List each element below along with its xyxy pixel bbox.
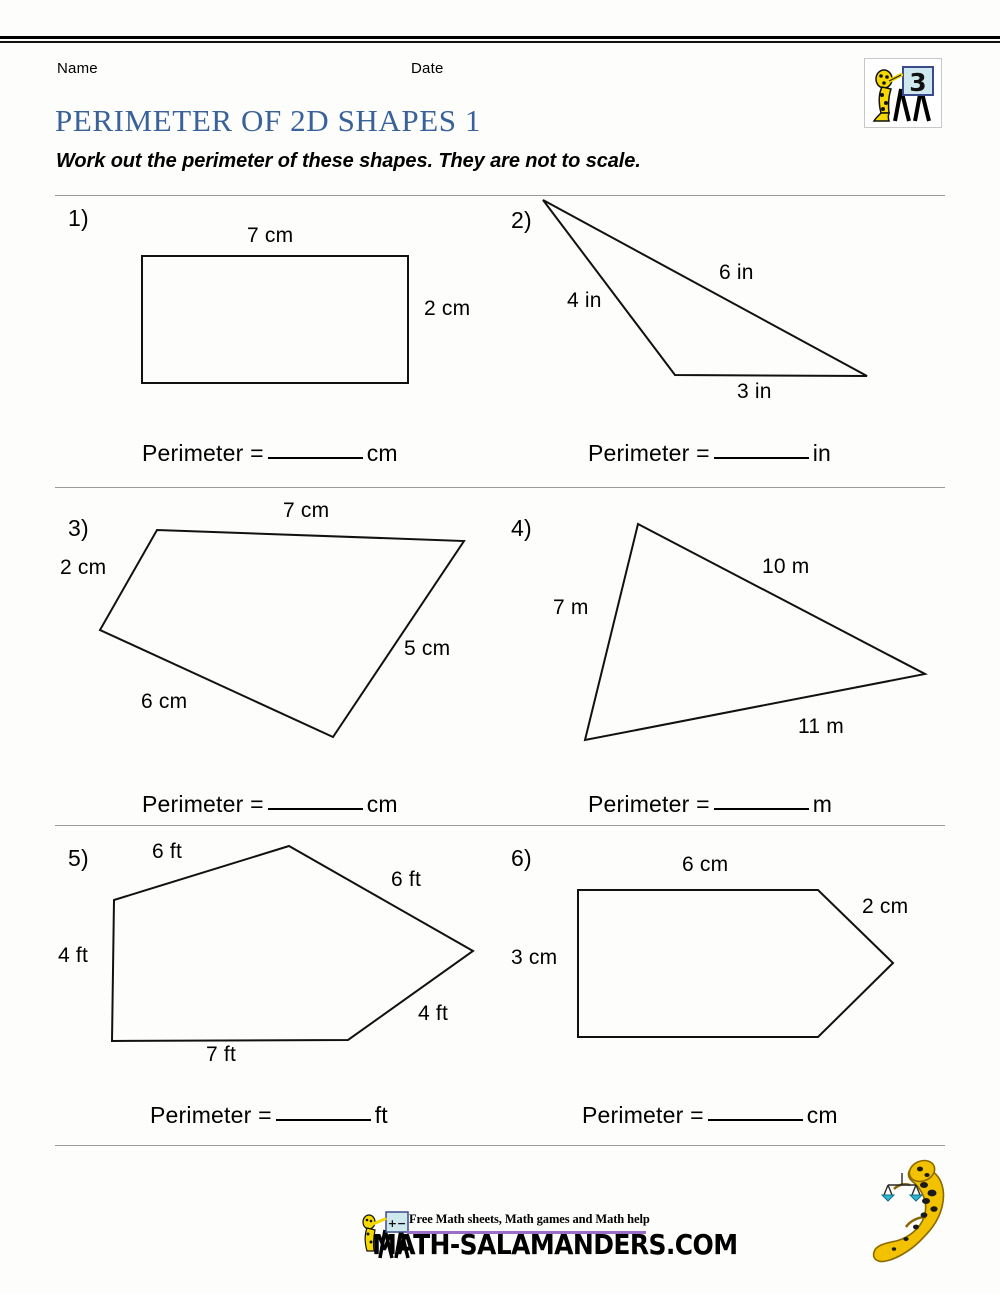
- shape-2-triangle: [543, 200, 867, 376]
- shape-4-label-right-upper: 10 m: [762, 555, 810, 578]
- salamander-scales-icon: [862, 1155, 972, 1275]
- shape-3-label-left: 2 cm: [60, 556, 107, 579]
- shape-4-label-left: 7 m: [553, 596, 589, 619]
- shape-3-label-right: 5 cm: [404, 637, 451, 660]
- shape-5-label-top-right: 6 ft: [391, 868, 421, 891]
- shape-5-label-left: 4 ft: [58, 944, 88, 967]
- shape-1-label-right: 2 cm: [424, 297, 471, 320]
- shape-3-label-top: 7 cm: [283, 499, 330, 522]
- problem-number-3: 3): [68, 515, 89, 541]
- problem-number-6: 6): [511, 845, 532, 871]
- perimeter-blank-3[interactable]: [268, 808, 363, 810]
- problem-number-4: 4): [511, 515, 532, 541]
- shape-1-label-top: 7 cm: [247, 224, 294, 247]
- shape-5-label-bottom-right: 4 ft: [418, 1002, 448, 1025]
- perimeter-blank-2[interactable]: [714, 457, 809, 459]
- shape-5-label-top-left: 6 ft: [152, 840, 182, 863]
- perimeter-blank-5[interactable]: [276, 1119, 371, 1121]
- salamander-easel-logo-icon: [864, 58, 942, 128]
- page-title: PERIMETER OF 2D SHAPES 1: [55, 103, 482, 138]
- perimeter-blank-4[interactable]: [714, 808, 809, 810]
- shape-3-label-bottom: 6 cm: [141, 690, 188, 713]
- perimeter-answer-5[interactable]: [150, 1102, 388, 1129]
- perimeter-label-3: Perimeter =: [142, 791, 264, 817]
- section-divider-4: [55, 1145, 945, 1146]
- footer-domain: MATH-SALAMANDERS.COM: [372, 1228, 738, 1261]
- footer-tagline: Free Math sheets, Math games and Math help: [409, 1212, 650, 1226]
- shape-2-label-left: 4 in: [567, 289, 602, 312]
- shape-4-triangle: [585, 524, 925, 740]
- perimeter-label-2: Perimeter =: [588, 440, 710, 466]
- perimeter-answer-2[interactable]: [588, 440, 831, 467]
- perimeter-unit-5: ft: [374, 1102, 388, 1128]
- perimeter-blank-1[interactable]: [268, 457, 363, 459]
- perimeter-unit-3: cm: [366, 791, 398, 817]
- shape-4-label-bottom: 11 m: [798, 715, 844, 738]
- name-field-label: Name: [57, 60, 98, 77]
- problem-number-1: 1): [68, 205, 89, 231]
- shape-6-arrow-pentagon: [578, 890, 893, 1037]
- perimeter-label-5: Perimeter =: [150, 1102, 272, 1128]
- perimeter-answer-4[interactable]: [588, 791, 832, 818]
- page-subtitle: Work out the perimeter of these shapes. They are not to scale.: [56, 150, 641, 172]
- svg-text:+−: +−: [387, 1217, 407, 1230]
- top-border-rule: [0, 36, 1000, 40]
- section-divider-3: [55, 825, 945, 826]
- section-divider-2: [55, 487, 945, 488]
- perimeter-unit-1: cm: [366, 440, 398, 466]
- shape-6-label-top: 6 cm: [682, 853, 729, 876]
- shape-2-label-hyp: 6 in: [719, 261, 754, 284]
- section-divider-1: [55, 195, 945, 196]
- perimeter-unit-6: cm: [806, 1102, 838, 1128]
- perimeter-label-1: Perimeter =: [142, 440, 264, 466]
- shape-5-label-bottom: 7 ft: [206, 1043, 236, 1066]
- perimeter-unit-4: m: [812, 791, 833, 817]
- perimeter-unit-2: in: [812, 440, 832, 466]
- problem-number-5: 5): [68, 845, 89, 871]
- perimeter-label-4: Perimeter =: [588, 791, 710, 817]
- top-border-rule-secondary: [0, 41, 1000, 43]
- shape-6-label-left: 3 cm: [511, 946, 558, 969]
- perimeter-label-6: Perimeter =: [582, 1102, 704, 1128]
- perimeter-answer-3[interactable]: [142, 791, 398, 818]
- perimeter-answer-6[interactable]: [582, 1102, 838, 1129]
- perimeter-answer-1[interactable]: [142, 440, 398, 467]
- date-field-label: Date: [411, 60, 444, 77]
- shape-1-rectangle: [142, 256, 408, 383]
- shape-2-label-bottom: 3 in: [737, 380, 772, 403]
- svg-text:3: 3: [909, 68, 927, 97]
- problem-number-2: 2): [511, 207, 532, 233]
- shape-6-label-right: 2 cm: [862, 895, 909, 918]
- perimeter-blank-6[interactable]: [708, 1119, 803, 1121]
